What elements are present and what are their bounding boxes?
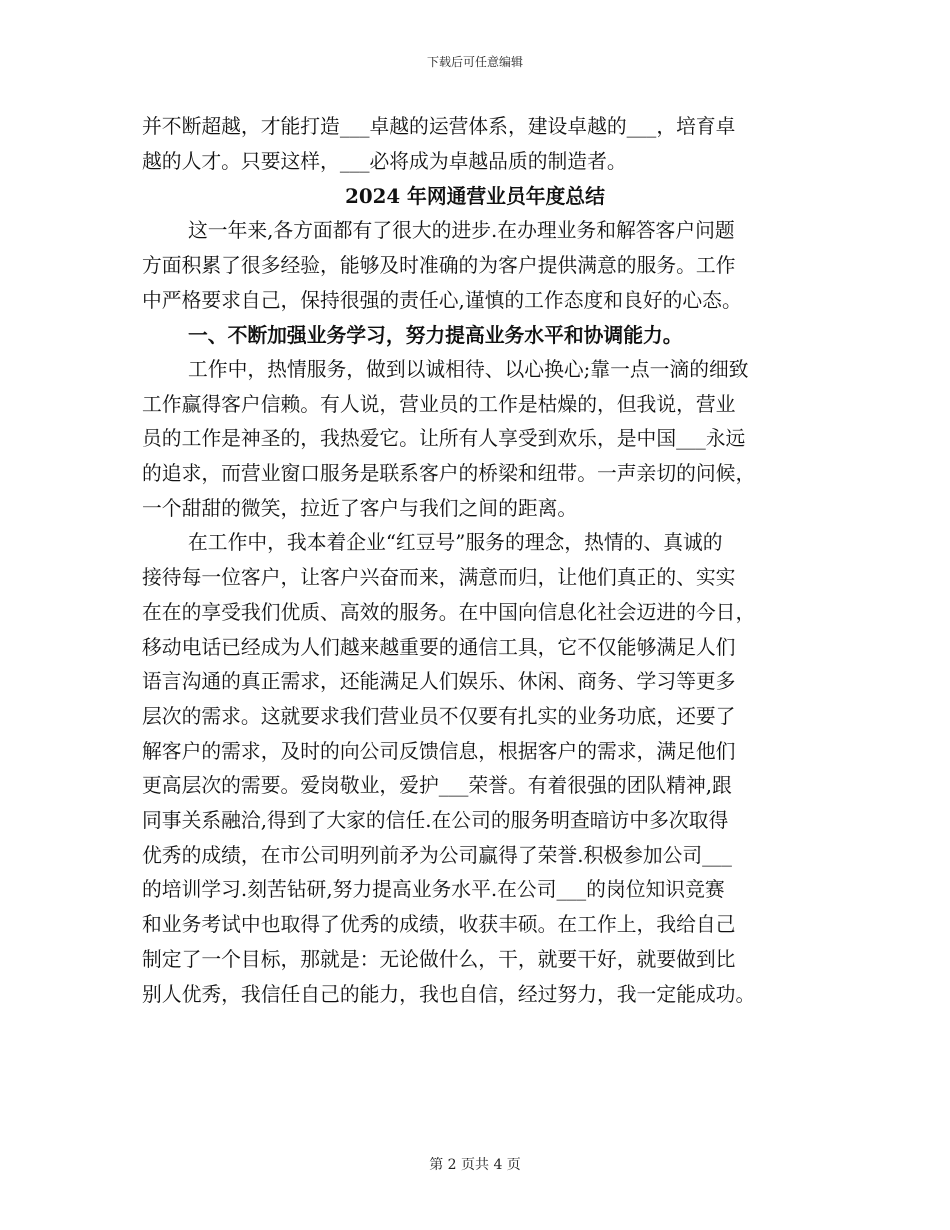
paragraph-line: 层次的需求。这就要求我们营业员不仅要有扎实的业务功底，还要了 [142,704,736,728]
paragraph-line: 更高层次的需要。爱岗敬业，爱护___荣誉。有着很强的团队精神,跟 [142,774,732,798]
document-title: 2024 年网通营业员年度总结 [345,184,605,209]
paragraph-line: 员的工作是神圣的，我热爱它。让所有人享受到欢乐，是中国___永远 [142,427,746,451]
paragraph-line: 解客户的需求，及时的向公司反馈信息，根据客户的需求，满足他们 [142,739,736,763]
text-line: 越的人才。只要这样，___必将成为卓越品质的制造者。 [142,149,627,173]
text-line: 并不断超越，才能打造___卓越的运营体系，建设卓越的___，培育卓 [142,115,736,138]
paragraph-line: 在在的享受我们优质、高效的服务。在中国向信息化社会迈进的今日， [142,600,756,624]
paragraph-line: 的培训学习.刻苦钻研,努力提高业务水平.在公司___的岗位知识竞赛 [142,878,725,902]
paragraph-line: 语言沟通的真正需求，还能满足人们娱乐、休闲、商务、学习等更多 [142,670,736,694]
paragraph-line: 中严格要求自己，保持很强的责任心,谨慎的工作态度和良好的心态。 [142,288,742,312]
paragraph-line: 接待每一位客户，让客户兴奋而来，满意而归，让他们真正的、实实 [142,566,736,590]
paragraph-line: 一个甜甜的微笑，拉近了客户与我们之间的距离。 [142,496,578,520]
paragraph-line: 在工作中，我本着企业“红豆号”服务的理念，热情的、真诚的 [188,531,723,555]
section-heading: 一、不断加强业务学习，努力提高业务水平和协调能力。 [188,323,683,348]
page-footer: 第 2 页共 4 页 [429,1157,521,1173]
page-header: 下载后可任意编辑 [426,55,523,69]
paragraph-line: 制定了一个目标，那就是：无论做什么，干，就要干好，就要做到比 [142,947,736,971]
paragraph-line: 的追求，而营业窗口服务是联系客户的桥梁和纽带。一声亲切的问候， [142,462,756,486]
paragraph-line: 工作赢得客户信赖。有人说，营业员的工作是枯燥的，但我说，营业 [142,392,736,416]
paragraph-line: 同事关系融洽,得到了大家的信任.在公司的服务明查暗访中多次取得 [142,809,729,833]
paragraph-line: 别人优秀，我信任自己的能力，我也自信，经过努力，我一定能成功。 [142,982,756,1006]
paragraph-line: 优秀的成绩，在市公司明列前矛为公司赢得了荣誉.积极参加公司___ [142,843,732,867]
paragraph-line: 这一年来,各方面都有了很大的进步.在办理业务和解答客户问题 [188,219,735,243]
paragraph-line: 方面积累了很多经验，能够及时准确的为客户提供满意的服务。工作 [142,253,736,277]
document-body [142,110,808,1012]
paragraph-line: 移动电话已经成为人们越来越重要的通信工具，它不仅能够满足人们 [142,635,736,659]
paragraph-line: 工作中，热情服务，做到以诚相待、以心换心;靠一点一滴的细致 [188,357,749,381]
paragraph-line: 和业务考试中也取得了优秀的成绩，收获丰硕。在工作上，我给自己 [142,913,736,937]
